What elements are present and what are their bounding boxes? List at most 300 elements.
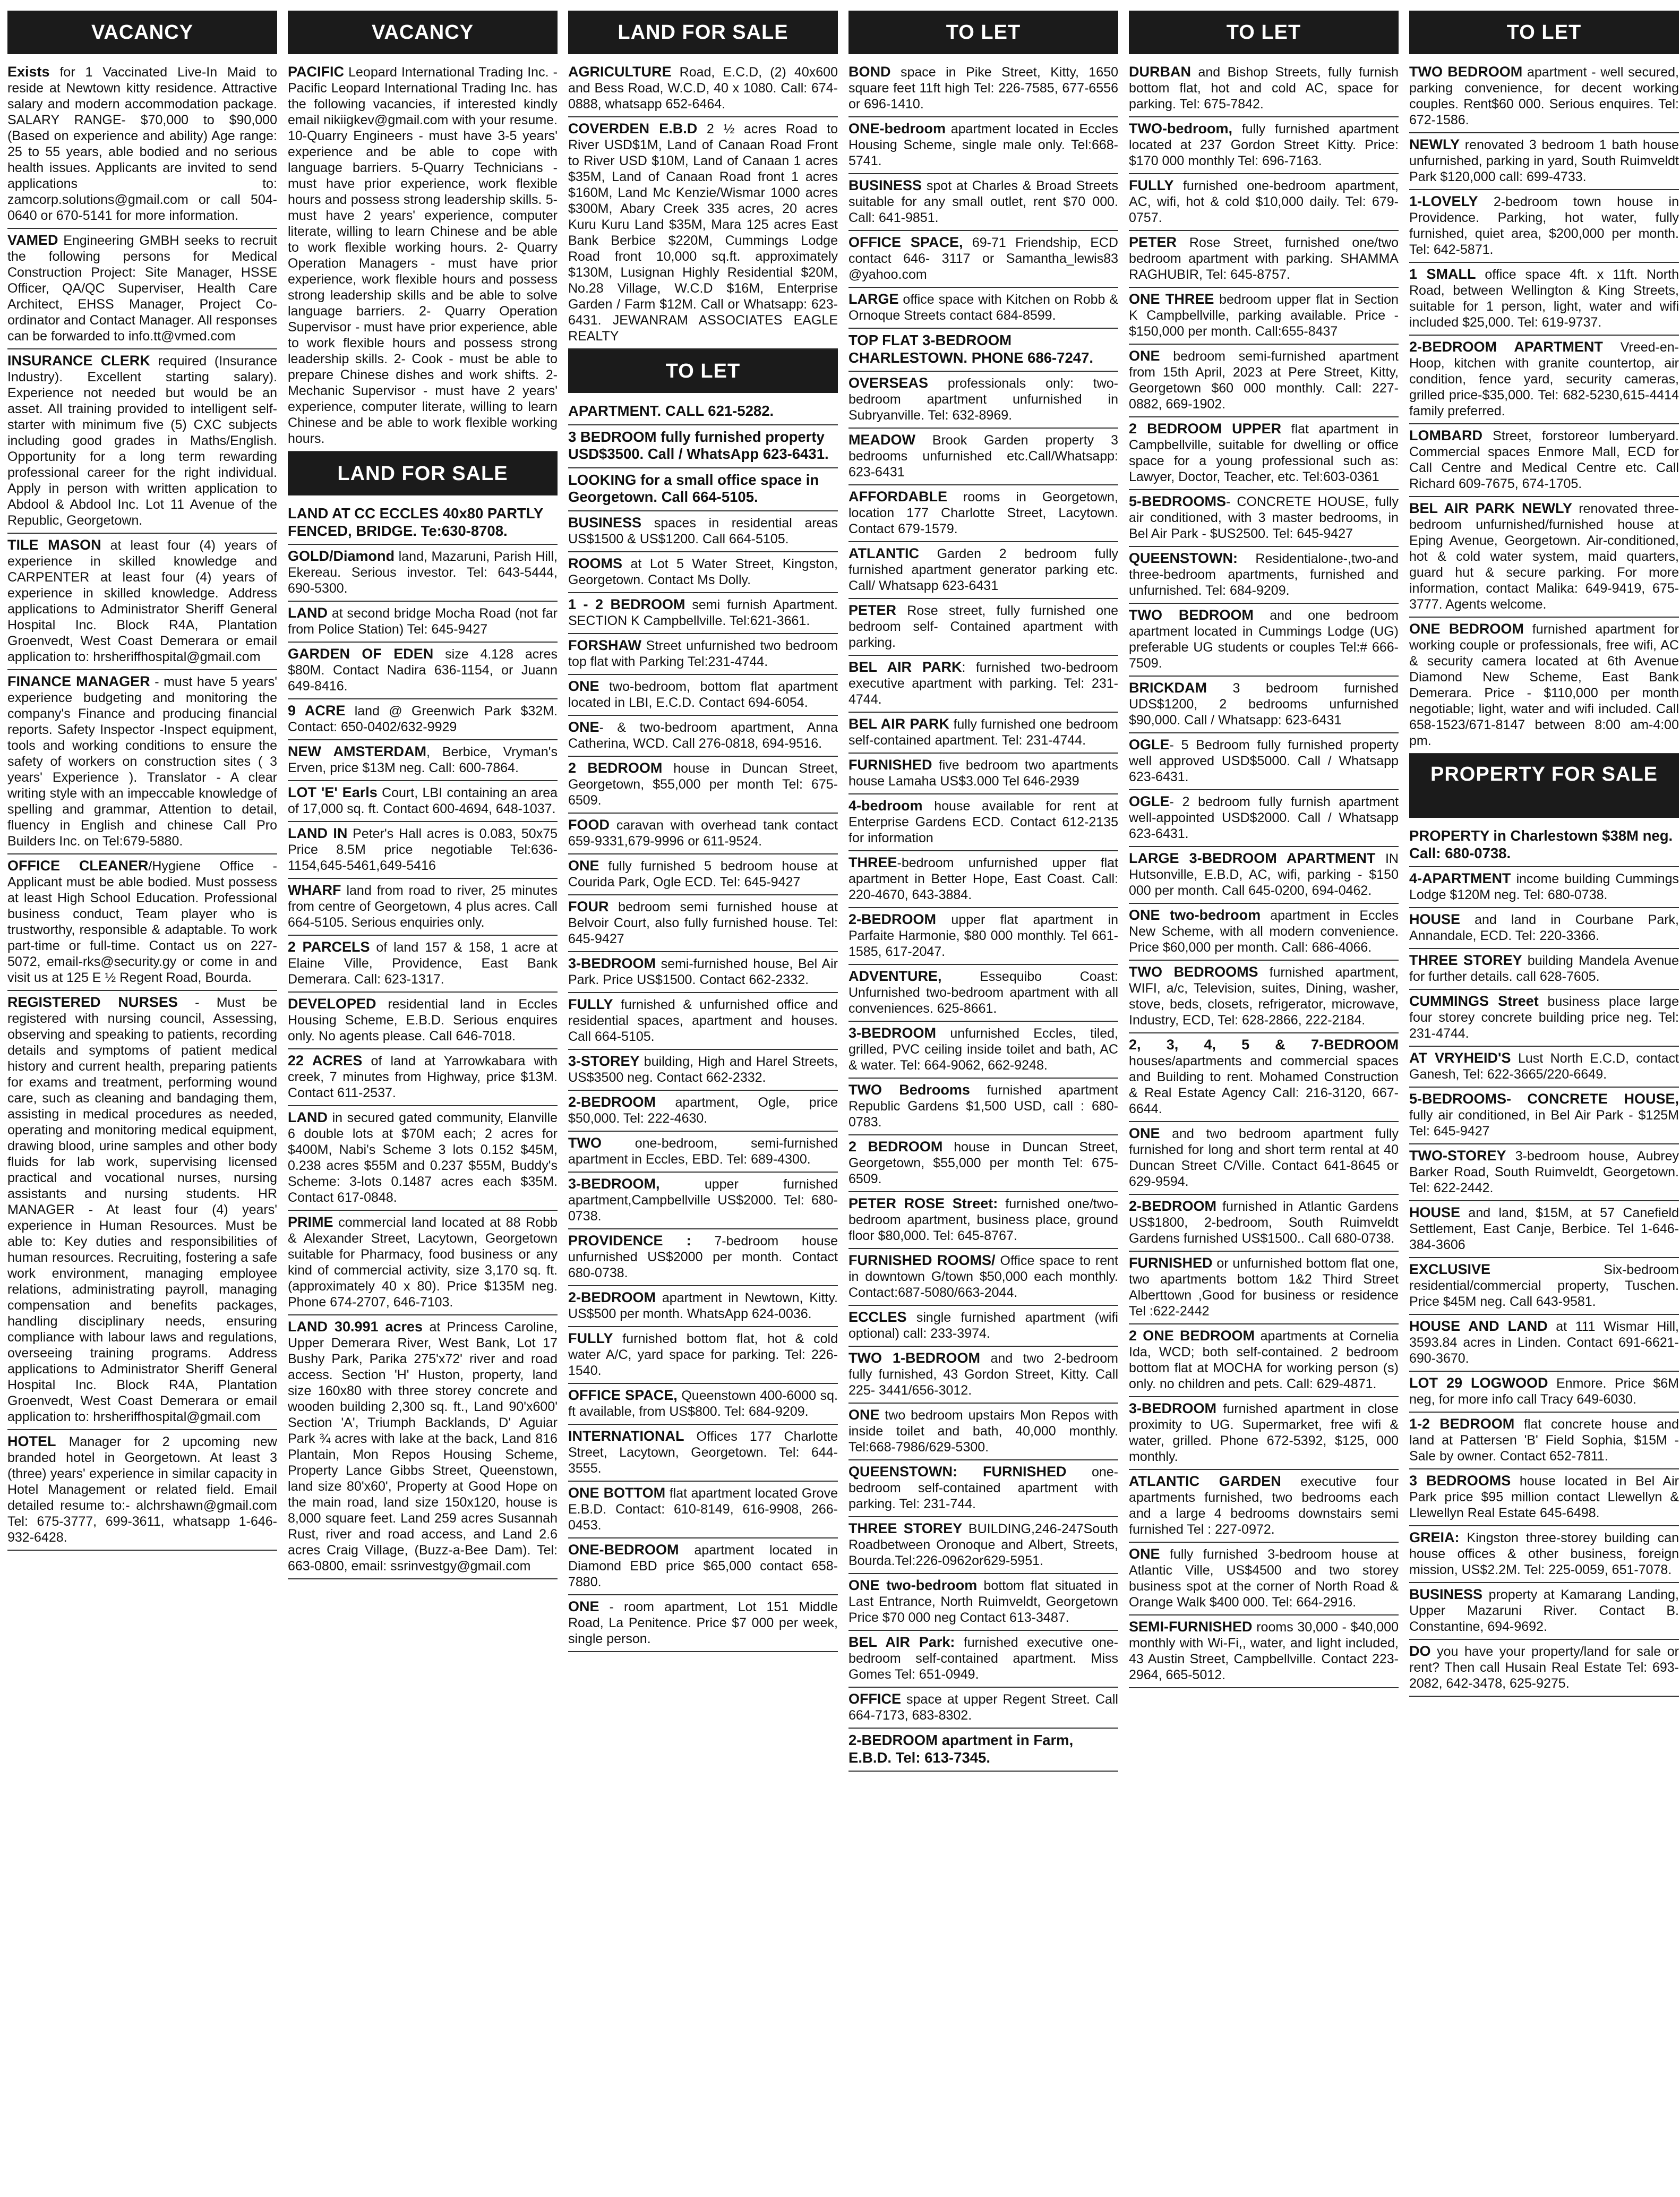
- classified-ad: [568, 61, 838, 117]
- classified-ad: [288, 1049, 558, 1106]
- ad-text: for 1 Vaccinated Live-In Maid to reside at Newtown kitty residence. Attractive salary and modern accommodation package. SALARY RANGE- $70,000 to $90,000 (Based on experience and ability) Age range: 25 to 55 years, able bodied and no serious health issues. Applicants are invited to send applications to: zamcorp.solutions@gmail.com or call 504-0640 or 670-5141 for more information.: [7, 65, 277, 223]
- classified-ad: [848, 485, 1118, 542]
- ad-text: Brook Garden property 3 bedrooms unfurnished etc.Call/Whatsapp: 623-6431: [848, 433, 1118, 480]
- classified-ad: [1129, 961, 1399, 1033]
- classified-ad: [1409, 618, 1679, 754]
- classified-ad: [848, 288, 1118, 329]
- section-header: LAND FOR SALE: [568, 11, 838, 54]
- ad-text: in secured gated community, Elanville 6 double lots at $70M each; 2 acres for $400M, Nabi's Scheme 3 lots 0.152 $45M, 0.238 acres $55M and 0.237 $55M, Buddy's Scheme: 3-lots 0.1487 acres each $35M. Contact 617-0848.: [288, 1110, 558, 1205]
- ad-keyword: 1 - 2 BEDROOM: [568, 596, 685, 612]
- ad-keyword: 2-BEDROOM: [568, 1289, 656, 1305]
- classified-ad: [848, 174, 1118, 231]
- ad-text: house in Duncan Street, Georgetown, $55,000 per month Tel: 675-6509.: [568, 760, 838, 808]
- classified-ad: [1129, 174, 1399, 231]
- ad-keyword: 22 ACRES: [288, 1053, 363, 1068]
- classified-ad: [288, 993, 558, 1049]
- classified-ad: [1129, 345, 1399, 417]
- ad-text: one-bedroom, semi-furnished apartment in Eccles, EBD. Tel: 689-4300.: [568, 1135, 838, 1167]
- ad-keyword: PRIME: [288, 1214, 333, 1230]
- ad-text: space at upper Regent Street. Call 664-7173, 683-8302.: [848, 1692, 1118, 1723]
- ad-text: five bedroom two apartments house Lamaha US$3.000 Tel 646-2939: [848, 758, 1118, 789]
- ad-text: : furnished two-bedroom executive apartment with parking. Tel: 231-4744.: [848, 660, 1118, 707]
- classified-ad: [288, 936, 558, 993]
- classified-ad: [1409, 336, 1679, 424]
- classified-ad: [848, 1135, 1118, 1192]
- ad-keyword: FULLY: [568, 1330, 613, 1346]
- ad-text: and one bedroom apartment located in Cummings Lodge (UG) preferable UG students or couples Tel:# 666-7509.: [1129, 608, 1399, 671]
- ad-text: caravan with overhead tank contact 659-9331,679-9996 or 611-9524.: [568, 817, 838, 849]
- classified-ad: [568, 425, 838, 468]
- ad-keyword: FOUR: [568, 898, 609, 914]
- ad-text: IN Hutsonville, E.B.D, AC, wifi, parking - $150 000 per month. Call 645-0200, 694-0462.: [1129, 851, 1399, 898]
- ad-keyword: INTERNATIONAL: [568, 1427, 684, 1444]
- ad-keyword: HOUSE: [1409, 911, 1461, 927]
- classified-ad: [848, 1688, 1118, 1729]
- classified-ad: [568, 1327, 838, 1384]
- classified-ad: [1409, 1640, 1679, 1697]
- ad-keyword: LAND: [288, 605, 328, 621]
- ad-keyword: 1-LOVELY: [1409, 193, 1478, 209]
- ad-keyword: ONE: [1129, 1546, 1160, 1562]
- classified-ad: [7, 670, 277, 854]
- ad-text: and two 2-bedroom fully furnished, 43 Gordon Street, Kitty. Call 225- 3441/656-3012.: [848, 1351, 1118, 1398]
- column-c2: [288, 11, 558, 2191]
- ad-text: apartment, Ogle, price $50,000. Tel: 222-4630.: [568, 1095, 838, 1126]
- ad-keyword: LOMBARD: [1409, 428, 1482, 443]
- ad-text: Street, forstoreor lumberyard. Commercial spaces Enmore Mall, ECD for Call Centre and Medical Centre etc. Call Richard 609-7675, 674-1705.: [1409, 429, 1679, 491]
- ad-text: furnished apartment for working couple or professionals, free wifi, AC & security camera located at 6th Avenue Diamond New Scheme, East Bank Demerara. Price - $110,000 per month negotiable; light, water and wifi included. Call 658-1523/671-8147 between 8:00 am-4:00 pm.: [1409, 622, 1679, 748]
- ad-text: renovated three-bedroom unfurnished/furnished house at Eping Avenue, Georgetown. Air-conditioned, hot & cold water system, maid quarters, guard hut & secure parking. For more information, contact Malika: 649-9419, 675-3777. Agents welcome.: [1409, 501, 1679, 612]
- ad-keyword: PETER: [1129, 234, 1177, 250]
- section-header: TO LET: [1129, 11, 1399, 54]
- ad-text: you have your property/land for sale or rent? Then call Husain Real Estate Tel: 693-2082, 642-3478, 625-9275.: [1409, 1644, 1679, 1691]
- ad-text: unfurnished Eccles, tiled, grilled, PVC ceiling inside toilet and bath, AC & water. Tel: 664-9062, 662-9248.: [848, 1026, 1118, 1073]
- ad-keyword: ATLANTIC: [848, 545, 919, 561]
- classified-ad: [1129, 417, 1399, 490]
- ad-keyword: 2-BEDROOM: [568, 1093, 656, 1110]
- ad-text: of land at Yarrowkabara with creek, 7 minutes from Highway, price $13M. Contact 611-2537.: [288, 1054, 558, 1100]
- ad-text: Peter's Hall acres is 0.083, 50x75 Price 8.5M price negotiable Tel:636-1154,645-5461,649-5416: [288, 826, 558, 873]
- column-c1: [7, 11, 277, 2191]
- ad-text: commercial land located at 88 Robb & Alexander Street, Lacytown, Georgetown suitable for Pharmacy, food business or any kind of commercial activity, size 3,170 sq. ft. (approximately 40 x 80). Price $135M neg. Phone 674-2707, 646-7103.: [288, 1215, 558, 1310]
- classified-ad: [1409, 1258, 1679, 1315]
- classified-ad: [1409, 1201, 1679, 1258]
- classified-ad: [848, 965, 1118, 1022]
- ad-text: furnished in Atlantic Gardens US$1800, 2-bedroom, South Ruimveldt Gardens furnished US$1500.. Call 680-0738.: [1129, 1199, 1399, 1246]
- ad-keyword: GREIA:: [1409, 1529, 1460, 1545]
- classified-ad: [1129, 1195, 1399, 1252]
- ad-keyword: GARDEN OF EDEN: [288, 646, 434, 662]
- classified-ad: [848, 754, 1118, 794]
- ad-text: - room apartment, Lot 151 Middle Road, La Penitence. Price $7 000 per week, single person.: [568, 1599, 838, 1646]
- ad-text: -bedroom unfurnished upper flat apartment in Better Hope, East Coast. Call: 220-4670, 643-3884.: [848, 856, 1118, 902]
- ad-text: 3-bedroom house, Aubrey Barker Road, South Ruimveldt, Georgetown. Tel: 622-2442.: [1409, 1149, 1679, 1195]
- classified-ad: [7, 229, 277, 349]
- ad-keyword: 2 PARCELS: [288, 939, 370, 955]
- ad-keyword: EXCLUSIVE: [1409, 1261, 1491, 1277]
- classified-ad: [848, 1022, 1118, 1079]
- classified-ad: [848, 231, 1118, 288]
- ad-keyword: ONE: [1129, 348, 1160, 364]
- ad-keyword: THREE STOREY: [1409, 952, 1522, 968]
- classified-ad: [7, 1430, 277, 1551]
- classified-ad: [1409, 1526, 1679, 1583]
- ad-text: , Berbice, Vryman's Erven, price $13M neg. Call: 600-7864.: [288, 745, 558, 775]
- classified-ad: [1129, 1252, 1399, 1324]
- classified-ad: [848, 794, 1118, 851]
- column-c3: [568, 11, 838, 2191]
- ad-text: or unfurnished bottom flat one, two apartments bottom 1&2 Third Street Alberttown ,Good for business or residence Tel :622-2442: [1129, 1256, 1399, 1319]
- classified-ad: [848, 1631, 1118, 1688]
- ad-text: size 4.128 acres $80M. Contact Nadira 636-1154, or Juann 649-8416.: [288, 647, 558, 694]
- ad-text: house located in Bel Air Park price $95 million contact Llewellyn & Llewellyn Real Estate 645-6498.: [1409, 1474, 1679, 1520]
- ad-keyword: OGLE: [1129, 793, 1170, 809]
- ad-keyword: MEADOW: [848, 432, 915, 448]
- ad-keyword: OGLE: [1129, 737, 1170, 753]
- ad-text: furnished one-bedroom apartment, AC, wifi, hot & cold $10,000 daily. Tel: 679-0757.: [1129, 178, 1399, 225]
- ad-text: Kingston three-storey building can house offices & other business, foreign mission, US$2.2M. Tel: 225-0059, 651-7078.: [1409, 1531, 1679, 1577]
- ad-text: 2-bedroom town house in Providence. Parking, hot water, fully furnished, quiet area, $200,000 per month. Tel: 642-5871.: [1409, 194, 1679, 257]
- classified-ad: [568, 757, 838, 814]
- classified-ad: [1129, 547, 1399, 604]
- classified-ad: [1129, 790, 1399, 847]
- ad-keyword: OFFICE CLEANER: [7, 858, 149, 874]
- classified-ad: [848, 1079, 1118, 1135]
- classified-ad: [288, 61, 558, 452]
- ad-keyword: 3-STOREY: [568, 1053, 640, 1069]
- ad-text: apartment in Newtown, Kitty. US$500 per month. WhatsApp 624-0036.: [568, 1290, 838, 1321]
- classified-ad: [1409, 133, 1679, 190]
- ad-text: Office space to rent in downtown G/town $50,000 each monthly. Contact:687-5080/663-2044.: [848, 1253, 1118, 1300]
- classified-ad: [848, 656, 1118, 713]
- ad-keyword: TWO Bedrooms: [848, 1082, 970, 1098]
- ad-text: and land in Courbane Park, Annandale, ECD. Tel: 220-3366.: [1409, 912, 1679, 943]
- ad-text: fully furnished apartment located at 237 Gordon Street Kitty. Price: $170 000 monthly Tel: 696-7163.: [1129, 122, 1399, 168]
- ad-text: required (Insurance Industry). Excellent starting salary). Experience not needed but would be an asset. All training provided to intelligent self-starter with minimum five (5) CXC subjects including good grades in Maths/English. Opportunity for a long term rewarding professional career for the right individual. Apply in person with written application to Abdool & Abdool Inc. Lot 11 Avenue of the Republic, Georgetown.: [7, 354, 277, 528]
- ad-text: building, High and Harel Streets, US$3500 neg. Contact 662-2332.: [568, 1054, 838, 1085]
- ad-keyword: 3-BEDROOM: [1129, 1400, 1217, 1416]
- ad-keyword: PETER ROSE Street:: [848, 1195, 998, 1211]
- classified-ad: [1129, 677, 1399, 733]
- ad-keyword: NEW AMSTERDAM: [288, 743, 426, 759]
- classified-ad: [1409, 1047, 1679, 1088]
- ad-keyword: VAMED: [7, 232, 58, 248]
- classified-ad: [288, 699, 558, 740]
- ad-text: Offices 177 Charlotte Street, Lacytown, Georgetown. Tel: 644-3555.: [568, 1429, 838, 1476]
- ad-text: furnished & unfurnished office and residential spaces, apartment and houses. Call 664-5105.: [568, 997, 838, 1044]
- ad-keyword: 5-BEDROOMS- CONCRETE HOUSE,: [1409, 1091, 1679, 1107]
- classified-ad: [568, 1425, 838, 1482]
- ad-keyword: 2-BEDROOM: [848, 911, 937, 927]
- ad-keyword: 2, 3, 4, 5 & 7-BEDROOM: [1129, 1037, 1399, 1053]
- classified-ad: [848, 1517, 1118, 1574]
- ad-keyword: BUSINESS: [1409, 1586, 1483, 1602]
- ad-text: residential land in Eccles Housing Scheme, E.B.D. Serious enquires only. No agents please. Call 646-7018.: [288, 997, 558, 1044]
- ad-text: land, Mazaruni, Parish Hill, Ekereau. Serious investor. Tel: 643-5444, 690-5300.: [288, 549, 558, 596]
- classified-ad: [568, 117, 838, 349]
- classified-ad: [568, 634, 838, 675]
- ad-text: rooms in Georgetown, location 177 Charlotte Street, Lacytown. Contact 679-1579.: [848, 490, 1118, 536]
- classified-ad: [848, 372, 1118, 429]
- classified-ad: [288, 643, 558, 699]
- ad-keyword: 2 BEDROOM: [568, 759, 663, 776]
- classified-ad: [1129, 733, 1399, 790]
- ad-keyword: FULLY: [1129, 177, 1174, 193]
- ad-text: bedroom semi furnished house at Belvoir Court, also fully furnished house. Tel: 645-9427: [568, 899, 838, 946]
- ad-text: executive four apartments furnished, two bedrooms each and a large 4 bedrooms downstairs semi furnished Tel : 227-0972.: [1129, 1474, 1399, 1537]
- ad-text: APARTMENT. CALL 621-5282.: [568, 403, 774, 419]
- ad-text: renovated 3 bedroom 1 bath house unfurnished, parking in yard, South Ruimveldt Park $120,000 call: 699-4733.: [1409, 138, 1679, 184]
- section-header: PROPERTY FOR SALE: [1409, 754, 1679, 818]
- classified-ad: [288, 1315, 558, 1579]
- ad-text: semi furnish Apartment. SECTION K Campbellville. Tel:621-3661.: [568, 597, 838, 628]
- ad-keyword: 5-BEDROOMS: [1129, 493, 1227, 509]
- ad-keyword: 3-BEDROOM: [848, 1025, 937, 1041]
- ad-keyword: TILE MASON: [7, 537, 101, 553]
- ad-keyword: ONE-BEDROOM: [568, 1541, 679, 1558]
- ad-keyword: ONE: [1129, 1125, 1160, 1141]
- ad-text: 3 bedroom furnished UDS$1200, 2 bedrooms unfurnished $90,000. Call / Whatsapp: 623-6431: [1129, 681, 1399, 728]
- ad-keyword: TWO-bedroom,: [1129, 121, 1232, 136]
- classified-ad: [568, 552, 838, 593]
- ad-keyword: ONE-bedroom: [848, 121, 946, 136]
- classified-ad: [1129, 1033, 1399, 1122]
- ad-text: Rose Street, furnished one/two bedroom apartment with parking. SHAMMA RAGHUBIR, Tel: 645-8757.: [1129, 235, 1399, 282]
- ad-text: furnished apartment in close proximity to UG. Supermarket, free wifi & water, grilled. Phone 672-5392, $125, 000 monthly.: [1129, 1401, 1399, 1464]
- classified-ad: [1409, 949, 1679, 990]
- classified-ad: [7, 991, 277, 1430]
- ad-keyword: PROVIDENCE :: [568, 1232, 691, 1249]
- classified-ad: [568, 814, 838, 854]
- section-header: TO LET: [1409, 11, 1679, 54]
- classified-ad: [848, 1404, 1118, 1460]
- classified-ad: [568, 895, 838, 952]
- ad-text: office space with Kitchen on Robb & Ornoque Streets contact 684-8599.: [848, 292, 1118, 323]
- ad-text: income building Cummings Lodge $120M neg. Tel: 680-0738.: [1409, 871, 1679, 902]
- ad-keyword: FURNISHED ROOMS/: [848, 1252, 996, 1268]
- classified-ad: [1129, 1122, 1399, 1195]
- classified-ad: [1129, 1324, 1399, 1397]
- ad-text: rooms 30,000 - $40,000 monthly with Wi-Fi,, water, and light included, 43 Austin Street, Campbellville. Contact 223-2964, 665-5012.: [1129, 1620, 1399, 1682]
- ad-keyword: OFFICE: [848, 1691, 901, 1707]
- classified-ad: [568, 675, 838, 716]
- ad-keyword: ADVENTURE,: [848, 968, 942, 984]
- classified-ad: [1129, 604, 1399, 677]
- ad-text: fully furnished 3-bedroom house at Atlantic Ville, US$4500 and two storey business spot at the corner of North Road & Orange Walk $400 000. Tel: 664-2916.: [1129, 1547, 1399, 1610]
- ad-text: business place large four storey concrete building price neg. Tel: 231-4744.: [1409, 994, 1679, 1041]
- ad-keyword: 4-bedroom: [848, 798, 923, 814]
- classified-ad: [1129, 1615, 1399, 1688]
- classified-ad: [568, 593, 838, 634]
- ad-text: land from road to river, 25 minutes from centre of Georgetown, 4 plus acres. Call 664-5105. Serious enquiries only.: [288, 883, 558, 930]
- ad-keyword: THREE STOREY: [848, 1520, 963, 1536]
- classified-ad: [568, 1595, 838, 1652]
- ad-keyword: 1 SMALL: [1409, 266, 1476, 282]
- ad-keyword: ONE BEDROOM: [1409, 621, 1524, 637]
- section-header: TO LET: [848, 11, 1118, 54]
- classified-ad: [848, 1574, 1118, 1631]
- classified-ad: [288, 545, 558, 602]
- ad-text: flat concrete house and land at Pattersen 'B' Field Sophia, $15M - Sale by owner. Contact 652-7811.: [1409, 1417, 1679, 1464]
- classified-ad: [568, 1050, 838, 1091]
- ad-text: bedroom semi-furnished apartment from 15th April, 2023 at Pere Street, Kitty, Georgetown $60 000 monthly. Call: 227-0882, 669-1902.: [1129, 349, 1399, 412]
- ad-text: property at Kamarang Landing, Upper Mazaruni River. Contact B. Constantine, 694-9692.: [1409, 1587, 1679, 1634]
- ad-keyword: 3-BEDROOM,: [568, 1175, 660, 1192]
- ad-text: Lust North E.C.D, contact Ganesh, Tel: 622-3665/220-6649.: [1409, 1051, 1679, 1082]
- ad-text: Vreed-en-Hoop, kitchen with granite countertop, air condition, fence yard, security cameras, grilled price-$35,000. Tel: 682-5230,615-4414 family preferred.: [1409, 340, 1679, 418]
- classified-ad: [848, 1192, 1118, 1249]
- classified-ad: [568, 511, 838, 552]
- ad-keyword: FURNISHED: [848, 757, 932, 773]
- ad-keyword: QUEENSTOWN: FURNISHED: [848, 1464, 1067, 1480]
- ad-text: apartment - well secured, parking convenience, for decent working couples. Rent$60 000. Serious enquires. Tel: 672-1586.: [1409, 65, 1679, 127]
- classified-ad: [1129, 490, 1399, 547]
- classified-ad: [848, 1347, 1118, 1404]
- classified-ad: [1409, 424, 1679, 497]
- classified-ad: [1129, 1470, 1399, 1543]
- column-c4: [848, 11, 1118, 2191]
- ad-keyword: SEMI-FURNISHED: [1129, 1619, 1253, 1635]
- ad-keyword: Exists: [7, 64, 50, 80]
- ad-keyword: THREE: [848, 854, 897, 870]
- ad-keyword: OVERSEAS: [848, 375, 929, 391]
- ad-keyword: AFFORDABLE: [848, 489, 947, 505]
- classified-ad: [848, 329, 1118, 372]
- classified-ad: [1409, 1469, 1679, 1526]
- classified-ad: [568, 468, 838, 511]
- classified-ad: [848, 429, 1118, 485]
- classified-ad: [848, 1306, 1118, 1347]
- ad-text: apartment located in Eccles Housing Scheme, single male only. Tel:668-5741.: [848, 122, 1118, 168]
- ad-text: - & two-bedroom apartment, Anna Catherina, WCD. Call 276-0818, 694-9516.: [568, 720, 838, 751]
- ad-text: of land 157 & 158, 1 acre at Elaine Ville, Providence, East Bank Demerara. Call: 623-1317.: [288, 940, 558, 987]
- ad-text: Queenstown 400-6000 sq. ft available, from US$800. Tel: 684-9209.: [568, 1388, 838, 1419]
- classified-ad: [1409, 1372, 1679, 1413]
- classified-ad: [568, 1229, 838, 1286]
- ad-text: and two bedroom apartment fully furnished for long and short term rental at 40 Duncan Street C/Ville. Contact 641-8645 or 629-9594.: [1129, 1126, 1399, 1189]
- ad-text: professionals only: two-bedroom apartment unfurnished in Subryanville. Tel: 632-8969.: [848, 376, 1118, 423]
- ad-text: one-bedroom self-contained apartment with parking. Tel: 231-744.: [848, 1465, 1118, 1511]
- classified-ad: [568, 1132, 838, 1173]
- classified-ad: [288, 502, 558, 545]
- ad-keyword: 3-BEDROOM: [568, 955, 656, 971]
- ad-text: - CONCRETE HOUSE, fully air conditioned, with 3 master bedrooms, in Bel Air Park - $US2500. Tel: 645-9427: [1129, 494, 1399, 541]
- ad-keyword: LARGE 3-BEDROOM APARTMENT: [1129, 850, 1376, 866]
- ad-keyword: PACIFIC: [288, 64, 344, 80]
- classified-ad: [288, 1106, 558, 1211]
- ad-text: building Mandela Avenue for further details. call 628-7605.: [1409, 953, 1679, 984]
- classified-ad: [568, 993, 838, 1050]
- ad-keyword: 9 ACRE: [288, 703, 346, 719]
- ad-keyword: BOND: [848, 64, 891, 80]
- ad-keyword: FOOD: [568, 816, 610, 833]
- ad-text: Rose street, fully furnished one bedroom self- Contained apartment with parking.: [848, 603, 1118, 650]
- ad-text: Engineering GMBH seeks to recruit the following persons for Medical Construction Project: Site Manager, HSSE Officer, QA/QC Superviser, Health Care Architect, EHSS Manager, Project Co-ordinator and Contact Manager. All responses can be forwarded to info.tt@vmed.com: [7, 233, 277, 344]
- ad-text: two-bedroom, bottom flat apartment located in LBI, E.C.D. Contact 694-6054.: [568, 679, 838, 710]
- ad-keyword: INSURANCE CLERK: [7, 353, 150, 369]
- classified-ad: [568, 1286, 838, 1327]
- classified-ad: [288, 879, 558, 936]
- column-c5: [1129, 11, 1399, 2191]
- ad-keyword: ONE: [568, 857, 599, 874]
- classified-ad: [568, 1538, 838, 1595]
- ad-text: upper flat apartment in Parfaite Harmonie, $80 000 monthly. Tel 661-1585, 617-2047.: [848, 912, 1118, 959]
- classified-ad: [848, 542, 1118, 599]
- ad-text: at least four (4) years of experience in skilled knowledge and CARPENTER at least four (4) years of experience in skilled knowledge. Address applications to Administrator Sheriff General Hospital Inc. Block R4A, Plantation Groenvedt, West Coast Demerara or email application to: hrsheriffhospital@gmail.com: [7, 538, 277, 664]
- classified-ad: [7, 349, 277, 534]
- classified-ad: [1409, 990, 1679, 1047]
- classified-ad: [7, 854, 277, 991]
- column-c6: [1409, 11, 1679, 2191]
- ad-text: - must have 5 years' experience budgeting and monitoring the company's Finance and producing financial reports. Safety Inspector -Inspect equipment, tools and working conditions to ensure the safety of workers on construction sites ( 3 years' Experience ). Translator - A clear writing style with an impeccable knowledge of spelling and grammar, Attention to detail, fluency in English and chinese Call Pro Builders Inc. on Tel:679-5880.: [7, 674, 277, 849]
- ad-text: LAND AT CC ECCLES 40x80 PARTLY FENCED, BRIDGE. Te:630-8708.: [288, 505, 543, 539]
- ad-text: Enmore. Price $6M neg, for more info call Tracy 649-6030.: [1409, 1376, 1679, 1407]
- ad-text: and Bishop Streets, fully furnish bottom flat, hot and cold AC, space for parking. Tel: 675-7842.: [1129, 65, 1399, 112]
- ad-text: spot at Charles & Broad Streets suitable for any small outlet, rent $70 000. Call: 641-9851.: [848, 178, 1118, 225]
- classified-ad: [848, 851, 1118, 908]
- ad-text: - Must be registered with nursing council, Assessing, observing and speaking to patients, recording details and symptoms of patient medical history and current health, preparing patients for exams and treatment, performing wound care, such as cleaning and bandaging them, assisting in medical procedures as needed, operating and monitoring medical equipment, drawing blood, urine samples and other body fluids for lab work, supervising licensed practical and vocational nurses, nursing assistants and nursing students. HR MANAGER - At least four (4) years' experience in Human Resources. Must be able to: Key duties and responsibilities of human resources. Recruiting, fostering a safe work environment, managing employee relations, administrating payroll, managing compensation and benefits packages, handling disciplinary needs, ensuring compliance with labour laws and regulations, overseeing training programs. Address applications to Administrator Sheriff General Hospital Inc. Block R4A, Plantation Groenvedt, West Coast Demerara or email application to: hrsheriffhospital@gmail.com: [7, 995, 277, 1424]
- ad-keyword: 1-2 BEDROOM: [1409, 1416, 1515, 1432]
- ad-text: at 111 Wismar Hill, 3593.84 acres in Linden. Contact 691-6621-690-3670.: [1409, 1319, 1679, 1366]
- ad-text: Manager for 2 upcoming new branded hotel in Georgetown. At least 3 (three) years' experience in similar capacity in Hotel Management or related field. Email detailed resume to:- alchrshawn@gmail.com Tel: 675-3777, 699-3611, whatsapp 1-646-932-6428.: [7, 1434, 277, 1545]
- ad-keyword: BEL AIR PARK: [848, 716, 949, 732]
- ad-text: spaces in residential areas US$1500 & US$1200. Call 664-5105.: [568, 515, 838, 546]
- ad-keyword: TWO: [568, 1134, 602, 1151]
- classified-ad: [1129, 1397, 1399, 1470]
- ad-text: space in Pike Street, Kitty, 1650 square feet 11ft high Tel: 226-7585, 677-6556 or 696-1410.: [848, 65, 1118, 112]
- ad-keyword: CUMMINGS Street: [1409, 993, 1539, 1009]
- ad-text: Essequibo Coast: Unfurnished two-bedroom apartment with all conveniences. 625-8661.: [848, 969, 1118, 1016]
- ad-text: apartment in Eccles New Scheme, with all modern convenience. Price $60,000 per month. Call: 686-4066.: [1129, 908, 1399, 955]
- ad-keyword: ECCLES: [848, 1309, 907, 1325]
- classified-ad: [568, 1173, 838, 1229]
- classified-ad: [848, 1460, 1118, 1517]
- classified-ad: [1409, 1413, 1679, 1469]
- ad-text: semi-furnished house, Bel Air Park. Price US$1500. Contact 662-2332.: [568, 956, 838, 987]
- ad-text: single furnished apartment (wifi optional) call: 233-3974.: [848, 1310, 1118, 1341]
- ad-keyword: HOUSE AND LAND: [1409, 1318, 1548, 1334]
- ad-text: at Princess Caroline, Upper Demerara River, West Bank, Lot 17 Bushy Park, Parika 275'x72' river and road access. Section 'H' Huston, property, land size 160x80 with three storey concrete and wooden building 2,300 sq. ft., Land 90'x600' Section 'A', Triumph Backlands, D' Aguiar Park ¾ acres with lake at the back, Land 816 Plantain, Mon Repos Housing Scheme, Property Lance Gibbs Street, Queenstown, land size 80'x60', Property at Good Hope on the main road, land size 150x120, house is 8,000 square feet. Land 259 acres Susannah Rust, river and road access, and Land 2.6 acres Craig Village, (Buzz-a-Bee Dam). Tel: 663-0800, email: ssrinvestgy@gmail.com: [288, 1320, 558, 1574]
- ad-keyword: QUEENSTOWN:: [1129, 550, 1238, 566]
- classified-ad: [1409, 1144, 1679, 1201]
- ad-keyword: HOTEL: [7, 1433, 56, 1449]
- classified-ad: [848, 1729, 1118, 1772]
- ad-text: bottom flat situated in Last Entrance, North Ruimveldt, Georgetown Price $70 000 neg Contact 613-3487.: [848, 1578, 1118, 1625]
- ad-keyword: BEL AIR Park:: [848, 1634, 955, 1650]
- ad-keyword: 2 BEDROOM: [848, 1139, 943, 1155]
- ad-text: /Hygiene Office - Applicant must be able bodied. Must possess at least High School Education. Professional business conduct, Team player who is trustworthy, responsible & adaptable. To work part-time or full-time. Contact us on 227-5072, email-rks@security.gy or come in and visit us at 125 E ½ Regent Road, Bourda.: [7, 859, 277, 985]
- ad-keyword: DURBAN: [1129, 64, 1191, 80]
- ad-keyword: BUSINESS: [848, 177, 922, 193]
- ad-keyword: 4-APARTMENT: [1409, 870, 1511, 886]
- section-header: TO LET: [568, 349, 838, 393]
- ad-text: Six-bedroom residential/commercial property, Tuschen. Price $45M neg. Call 643-9581.: [1409, 1262, 1679, 1309]
- ad-keyword: ONE: [848, 1407, 880, 1423]
- ad-text: fully furnished one bedroom self-contained apartment. Tel: 231-4744.: [848, 717, 1118, 748]
- classified-ad: [288, 740, 558, 781]
- classified-ad: [568, 1482, 838, 1538]
- ad-text: houses/apartments and commercial spaces and Building to rent. Mohamed Construction & Real Estate Agency Call: 216-3120, 667-6644.: [1129, 1054, 1399, 1116]
- classified-ad: [1129, 231, 1399, 288]
- ad-keyword: LAND IN: [288, 825, 348, 841]
- ad-text: - 2 bedroom fully furnish apartment well-appointed USD$2000. Call / Whatsapp 623-6431.: [1129, 794, 1399, 841]
- ad-keyword: AT VRYHEID'S: [1409, 1050, 1511, 1066]
- classified-ad: [288, 822, 558, 879]
- ad-keyword: REGISTERED NURSES: [7, 994, 178, 1010]
- ad-text: 2 ½ acres Road to River USD$1M, Land of Canaan Road Front to River USD $10M, Land of Canaan 1 acres $35M, Land of Canaan Road front 1 acres $160M, Land Mc Kenzie/Wismar 1000 acres $300M, Abary Creek 335 acres, 20 acres Kuru Kuru Land $35M, Mara 125 acres East Bank Berbice $220M, Cummings Lodge Road front 10,000 sq.ft. approximately $130M, Lusignan Highly Residential $20M, No.28 Village, W.C.D $16M, Enterprise Garden / Farm $12M. Call or Whatsapp: 623-6431. JEWANRAM ASSOCIATES EAGLE REALTY: [568, 122, 838, 344]
- ad-keyword: 2 BEDROOM UPPER: [1129, 421, 1282, 437]
- ad-keyword: ONE BOTTOM: [568, 1484, 666, 1501]
